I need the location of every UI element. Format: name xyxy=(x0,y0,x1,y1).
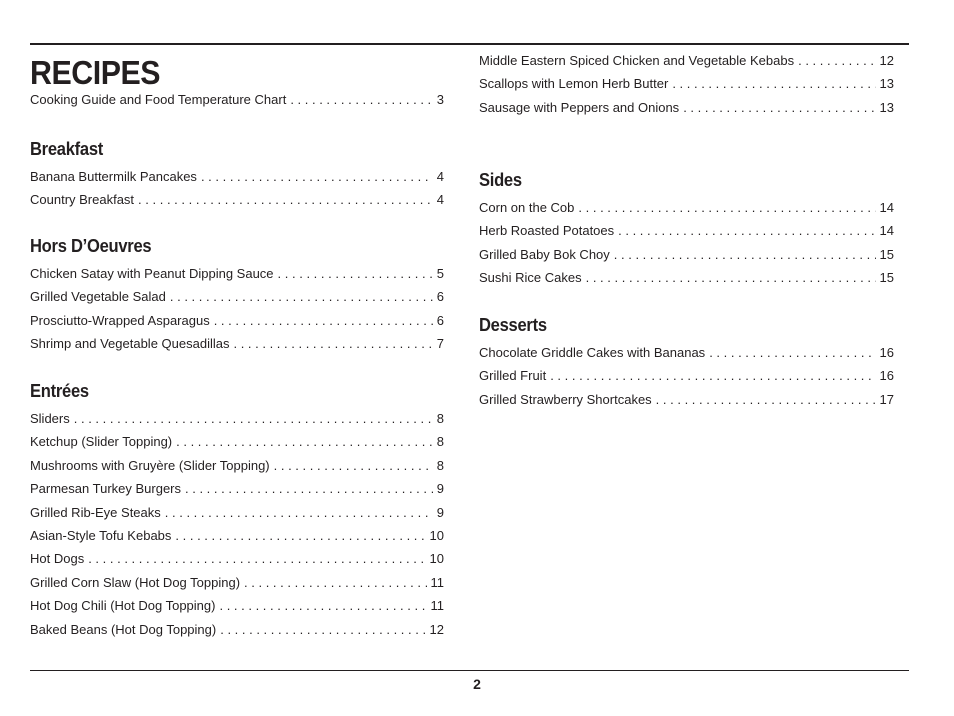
dot-leader xyxy=(219,598,426,613)
dot-leader xyxy=(175,528,425,543)
entry-page-number: 10 xyxy=(429,551,444,567)
section-entrees xyxy=(30,381,444,645)
toc-entry[interactable] xyxy=(30,313,444,336)
toc-entry[interactable] xyxy=(30,336,444,359)
toc-entry[interactable] xyxy=(30,505,444,528)
entry-page-number: 6 xyxy=(436,312,444,328)
entry-page-number: 13 xyxy=(879,76,894,92)
entry-title: Chicken Satay with Peanut Dipping Sauce xyxy=(30,266,274,281)
toc-entry[interactable] xyxy=(479,247,894,270)
entry-page-number: 4 xyxy=(436,192,444,208)
toc-entry[interactable] xyxy=(30,411,444,434)
toc-entry[interactable] xyxy=(30,528,444,551)
section-breakfast xyxy=(30,139,444,216)
entry-page-number: 16 xyxy=(879,368,894,384)
entry-title: Shrimp and Vegetable Quesadillas xyxy=(30,336,230,352)
toc-entry[interactable] xyxy=(30,266,444,289)
toc-entry[interactable] xyxy=(30,622,444,645)
entry-title: Hot Dogs xyxy=(30,551,85,567)
entry-title: Mushrooms with Gruyère (Slider Topping) xyxy=(30,457,270,473)
toc-list xyxy=(30,92,444,115)
dot-leader xyxy=(176,434,433,449)
bottom-rule xyxy=(30,670,909,671)
entry-page-number: 16 xyxy=(879,345,894,360)
entry-page-number: 15 xyxy=(879,246,894,262)
entry-title: Grilled Fruit xyxy=(479,368,547,384)
entry-title: Sliders xyxy=(30,411,70,426)
toc-entry[interactable] xyxy=(30,598,444,621)
dot-leader xyxy=(201,169,433,184)
dot-leader xyxy=(550,368,875,383)
entry-title: Hot Dog Chili (Hot Dog Topping) xyxy=(30,598,216,614)
dot-leader xyxy=(244,575,426,590)
dot-leader xyxy=(88,551,425,566)
dot-leader xyxy=(586,270,876,285)
page-number: 2 xyxy=(473,676,481,692)
toc-entry[interactable] xyxy=(479,392,894,415)
entry-title: Ketchup (Slider Topping) xyxy=(30,434,173,450)
top-rule xyxy=(30,43,909,45)
entry-page-number: 15 xyxy=(879,270,894,286)
intro-section xyxy=(30,92,444,115)
entry-page-number: 7 xyxy=(436,336,444,352)
entry-title: Sushi Rice Cakes xyxy=(479,270,582,286)
dot-leader xyxy=(656,392,876,407)
section-heading: Entrées xyxy=(30,381,89,401)
entry-title: Parmesan Turkey Burgers xyxy=(30,481,182,497)
dot-leader xyxy=(274,458,433,473)
toc-entry[interactable] xyxy=(30,575,444,598)
entry-title: Herb Roasted Potatoes xyxy=(479,223,615,239)
entry-page-number: 5 xyxy=(436,266,444,281)
dot-leader xyxy=(798,53,875,68)
dot-leader xyxy=(618,223,875,238)
section-heading: Desserts xyxy=(479,315,547,335)
entry-title: Cooking Guide and Food Temperature Chart xyxy=(30,92,287,107)
entry-page-number: 10 xyxy=(429,527,444,543)
entry-page-number: 8 xyxy=(436,434,444,450)
toc-entry[interactable] xyxy=(30,169,444,192)
dot-leader xyxy=(709,345,875,360)
entry-title: Asian-Style Tofu Kebabs xyxy=(30,527,172,543)
entry-page-number: 6 xyxy=(436,289,444,305)
toc-entry[interactable] xyxy=(479,345,894,368)
toc-entry[interactable] xyxy=(30,551,444,574)
toc-list xyxy=(479,345,894,415)
section-heading: Hors D’Oeuvres xyxy=(30,236,152,256)
dot-leader xyxy=(578,200,875,215)
entry-title: Sausage with Peppers and Onions xyxy=(479,99,680,115)
entry-title: Scallops with Lemon Herb Butter xyxy=(479,76,669,92)
entry-page-number: 4 xyxy=(436,169,444,184)
entry-page-number: 9 xyxy=(436,481,444,497)
dot-leader xyxy=(138,192,433,207)
page-title: RECIPES xyxy=(30,54,161,91)
entry-page-number: 13 xyxy=(879,99,894,115)
entry-title: Prosciutto-Wrapped Asparagus xyxy=(30,312,210,328)
dot-leader xyxy=(185,481,433,496)
entry-page-number: 8 xyxy=(436,457,444,473)
toc-entry[interactable] xyxy=(30,289,444,312)
dot-leader xyxy=(74,411,433,426)
toc-entry[interactable] xyxy=(30,192,444,215)
entry-page-number: 12 xyxy=(429,621,444,637)
toc-entry[interactable] xyxy=(479,53,894,76)
entry-title: Banana Buttermilk Pancakes xyxy=(30,169,197,184)
toc-list xyxy=(30,266,444,360)
toc-entry[interactable] xyxy=(479,368,894,391)
toc-list xyxy=(479,200,894,294)
dot-leader xyxy=(170,289,433,304)
toc-entry[interactable] xyxy=(30,481,444,504)
toc-entry[interactable] xyxy=(479,200,894,223)
entry-title: Grilled Baby Bok Choy xyxy=(479,246,610,262)
dot-leader xyxy=(614,247,876,262)
entry-title: Grilled Rib-Eye Steaks xyxy=(30,504,161,520)
toc-entry[interactable] xyxy=(479,100,894,123)
entry-page-number: 9 xyxy=(436,504,444,520)
entry-page-number: 17 xyxy=(879,391,894,407)
section-heading: Breakfast xyxy=(30,139,104,159)
section-sides xyxy=(479,170,894,294)
entry-page-number: 12 xyxy=(879,53,894,68)
dot-leader xyxy=(672,76,875,91)
entry-page-number: 3 xyxy=(436,92,444,107)
toc-entry[interactable] xyxy=(479,223,894,246)
entry-page-number: 11 xyxy=(430,598,444,614)
toc-entry[interactable] xyxy=(479,270,894,293)
entry-page-number: 8 xyxy=(436,411,444,426)
toc-list xyxy=(479,53,894,123)
entrees-continued xyxy=(479,53,894,123)
toc-entry[interactable] xyxy=(479,76,894,99)
entry-page-number: 14 xyxy=(879,200,894,215)
entry-title: Middle Eastern Spiced Chicken and Vegetable Kebabs xyxy=(479,53,795,68)
entry-title: Corn on the Cob xyxy=(479,200,575,215)
entry-title: Baked Beans (Hot Dog Topping) xyxy=(30,621,217,637)
dot-leader xyxy=(233,336,432,351)
dot-leader xyxy=(214,313,433,328)
toc-entry[interactable] xyxy=(30,434,444,457)
section-desserts xyxy=(479,315,894,415)
entry-title: Grilled Vegetable Salad xyxy=(30,289,166,305)
toc-entry[interactable] xyxy=(30,92,444,115)
dot-leader xyxy=(165,505,433,520)
entry-title: Country Breakfast xyxy=(30,192,135,208)
dot-leader xyxy=(220,622,425,637)
toc-list xyxy=(30,169,444,216)
entry-title: Grilled Strawberry Shortcakes xyxy=(479,391,652,407)
toc-list xyxy=(30,411,444,645)
dot-leader xyxy=(278,266,433,281)
entry-page-number: 11 xyxy=(430,574,444,590)
entry-title: Chocolate Griddle Cakes with Bananas xyxy=(479,345,706,360)
section-hors-doeuvres xyxy=(30,236,444,360)
section-heading: Sides xyxy=(479,170,522,190)
dot-leader xyxy=(683,100,875,115)
entry-page-number: 14 xyxy=(879,223,894,239)
toc-entry[interactable] xyxy=(30,458,444,481)
dot-leader xyxy=(290,92,432,107)
entry-title: Grilled Corn Slaw (Hot Dog Topping) xyxy=(30,574,241,590)
